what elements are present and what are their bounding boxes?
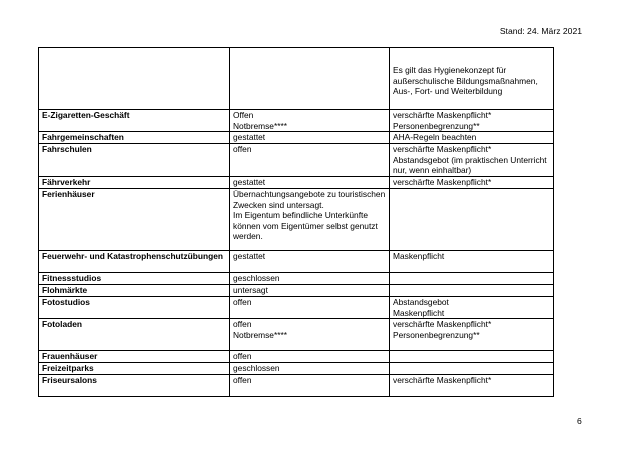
facility-cell: Fährverkehr <box>39 176 230 188</box>
table-row <box>39 284 554 296</box>
rules-cell: verschärfte Maskenpflicht* Abstandsgebot (im praktischen Unterricht nur, wenn einhaltbar) <box>390 144 554 177</box>
table-row <box>39 296 554 318</box>
table-row <box>39 48 554 110</box>
status-cell: geschlossen <box>230 272 390 284</box>
rules-cell: Abstandsgebot Maskenpflicht <box>390 296 554 318</box>
facility-cell: Ferienhäuser <box>39 188 230 250</box>
status-cell: Offen Notbremse**** <box>230 110 390 132</box>
rules-cell: verschärfte Maskenpflicht* Personenbegrenzung** <box>390 110 554 132</box>
table-row <box>39 144 554 177</box>
facility-cell: Fahrgemeinschaften <box>39 132 230 144</box>
status-cell: gestattet <box>230 250 390 272</box>
table-row <box>39 363 554 375</box>
rules-cell: verschärfte Maskenpflicht* <box>390 375 554 397</box>
status-cell: Übernachtungsangebote zu touristischen Zwecken sind untersagt. Im Eigentum befindliche Unterkünfte können vom Eigentümer selbst genutzt werden. <box>230 188 390 250</box>
facility-cell: E-Zigaretten-Geschäft <box>39 110 230 132</box>
facility-cell: Frauenhäuser <box>39 351 230 363</box>
status-cell: offen <box>230 144 390 177</box>
facility-cell: Fotoladen <box>39 319 230 351</box>
status-cell: offen <box>230 351 390 363</box>
page-number: 6 <box>577 416 582 426</box>
rules-cell: Es gilt das Hygienekonzept für außerschulische Bildungsmaßnahmen, Aus-, Fort- und Weiterbildung <box>390 48 554 110</box>
table-row <box>39 375 554 397</box>
rules-cell <box>390 351 554 363</box>
facility-cell: Freizeitparks <box>39 363 230 375</box>
table-row <box>39 176 554 188</box>
status-cell: gestattet <box>230 132 390 144</box>
table-row <box>39 250 554 272</box>
facility-cell: Fahrschulen <box>39 144 230 177</box>
status-cell: gestattet <box>230 176 390 188</box>
table-row <box>39 110 554 132</box>
facility-cell: Fotostudios <box>39 296 230 318</box>
facility-cell: Feuerwehr- und Katastrophenschutzübungen <box>39 250 230 272</box>
regulations-table <box>38 47 554 397</box>
rules-cell: verschärfte Maskenpflicht* <box>390 176 554 188</box>
rules-cell: AHA-Regeln beachten <box>390 132 554 144</box>
facility-cell: Flohmärkte <box>39 284 230 296</box>
facility-cell <box>39 48 230 110</box>
rules-cell <box>390 188 554 250</box>
rules-cell <box>390 363 554 375</box>
status-cell: offen Notbremse**** <box>230 319 390 351</box>
table-row <box>39 351 554 363</box>
status-cell: untersagt <box>230 284 390 296</box>
status-cell: geschlossen <box>230 363 390 375</box>
table-row <box>39 132 554 144</box>
date-stamp: Stand: 24. März 2021 <box>499 26 582 36</box>
table-row <box>39 188 554 250</box>
facility-cell: Friseursalons <box>39 375 230 397</box>
rules-cell: Maskenpflicht <box>390 250 554 272</box>
table-row <box>39 319 554 351</box>
table-row <box>39 272 554 284</box>
status-cell <box>230 48 390 110</box>
rules-cell: verschärfte Maskenpflicht* Personenbegrenzung** <box>390 319 554 351</box>
status-cell: offen <box>230 375 390 397</box>
rules-cell <box>390 272 554 284</box>
rules-cell <box>390 284 554 296</box>
status-cell: offen <box>230 296 390 318</box>
facility-cell: Fitnessstudios <box>39 272 230 284</box>
